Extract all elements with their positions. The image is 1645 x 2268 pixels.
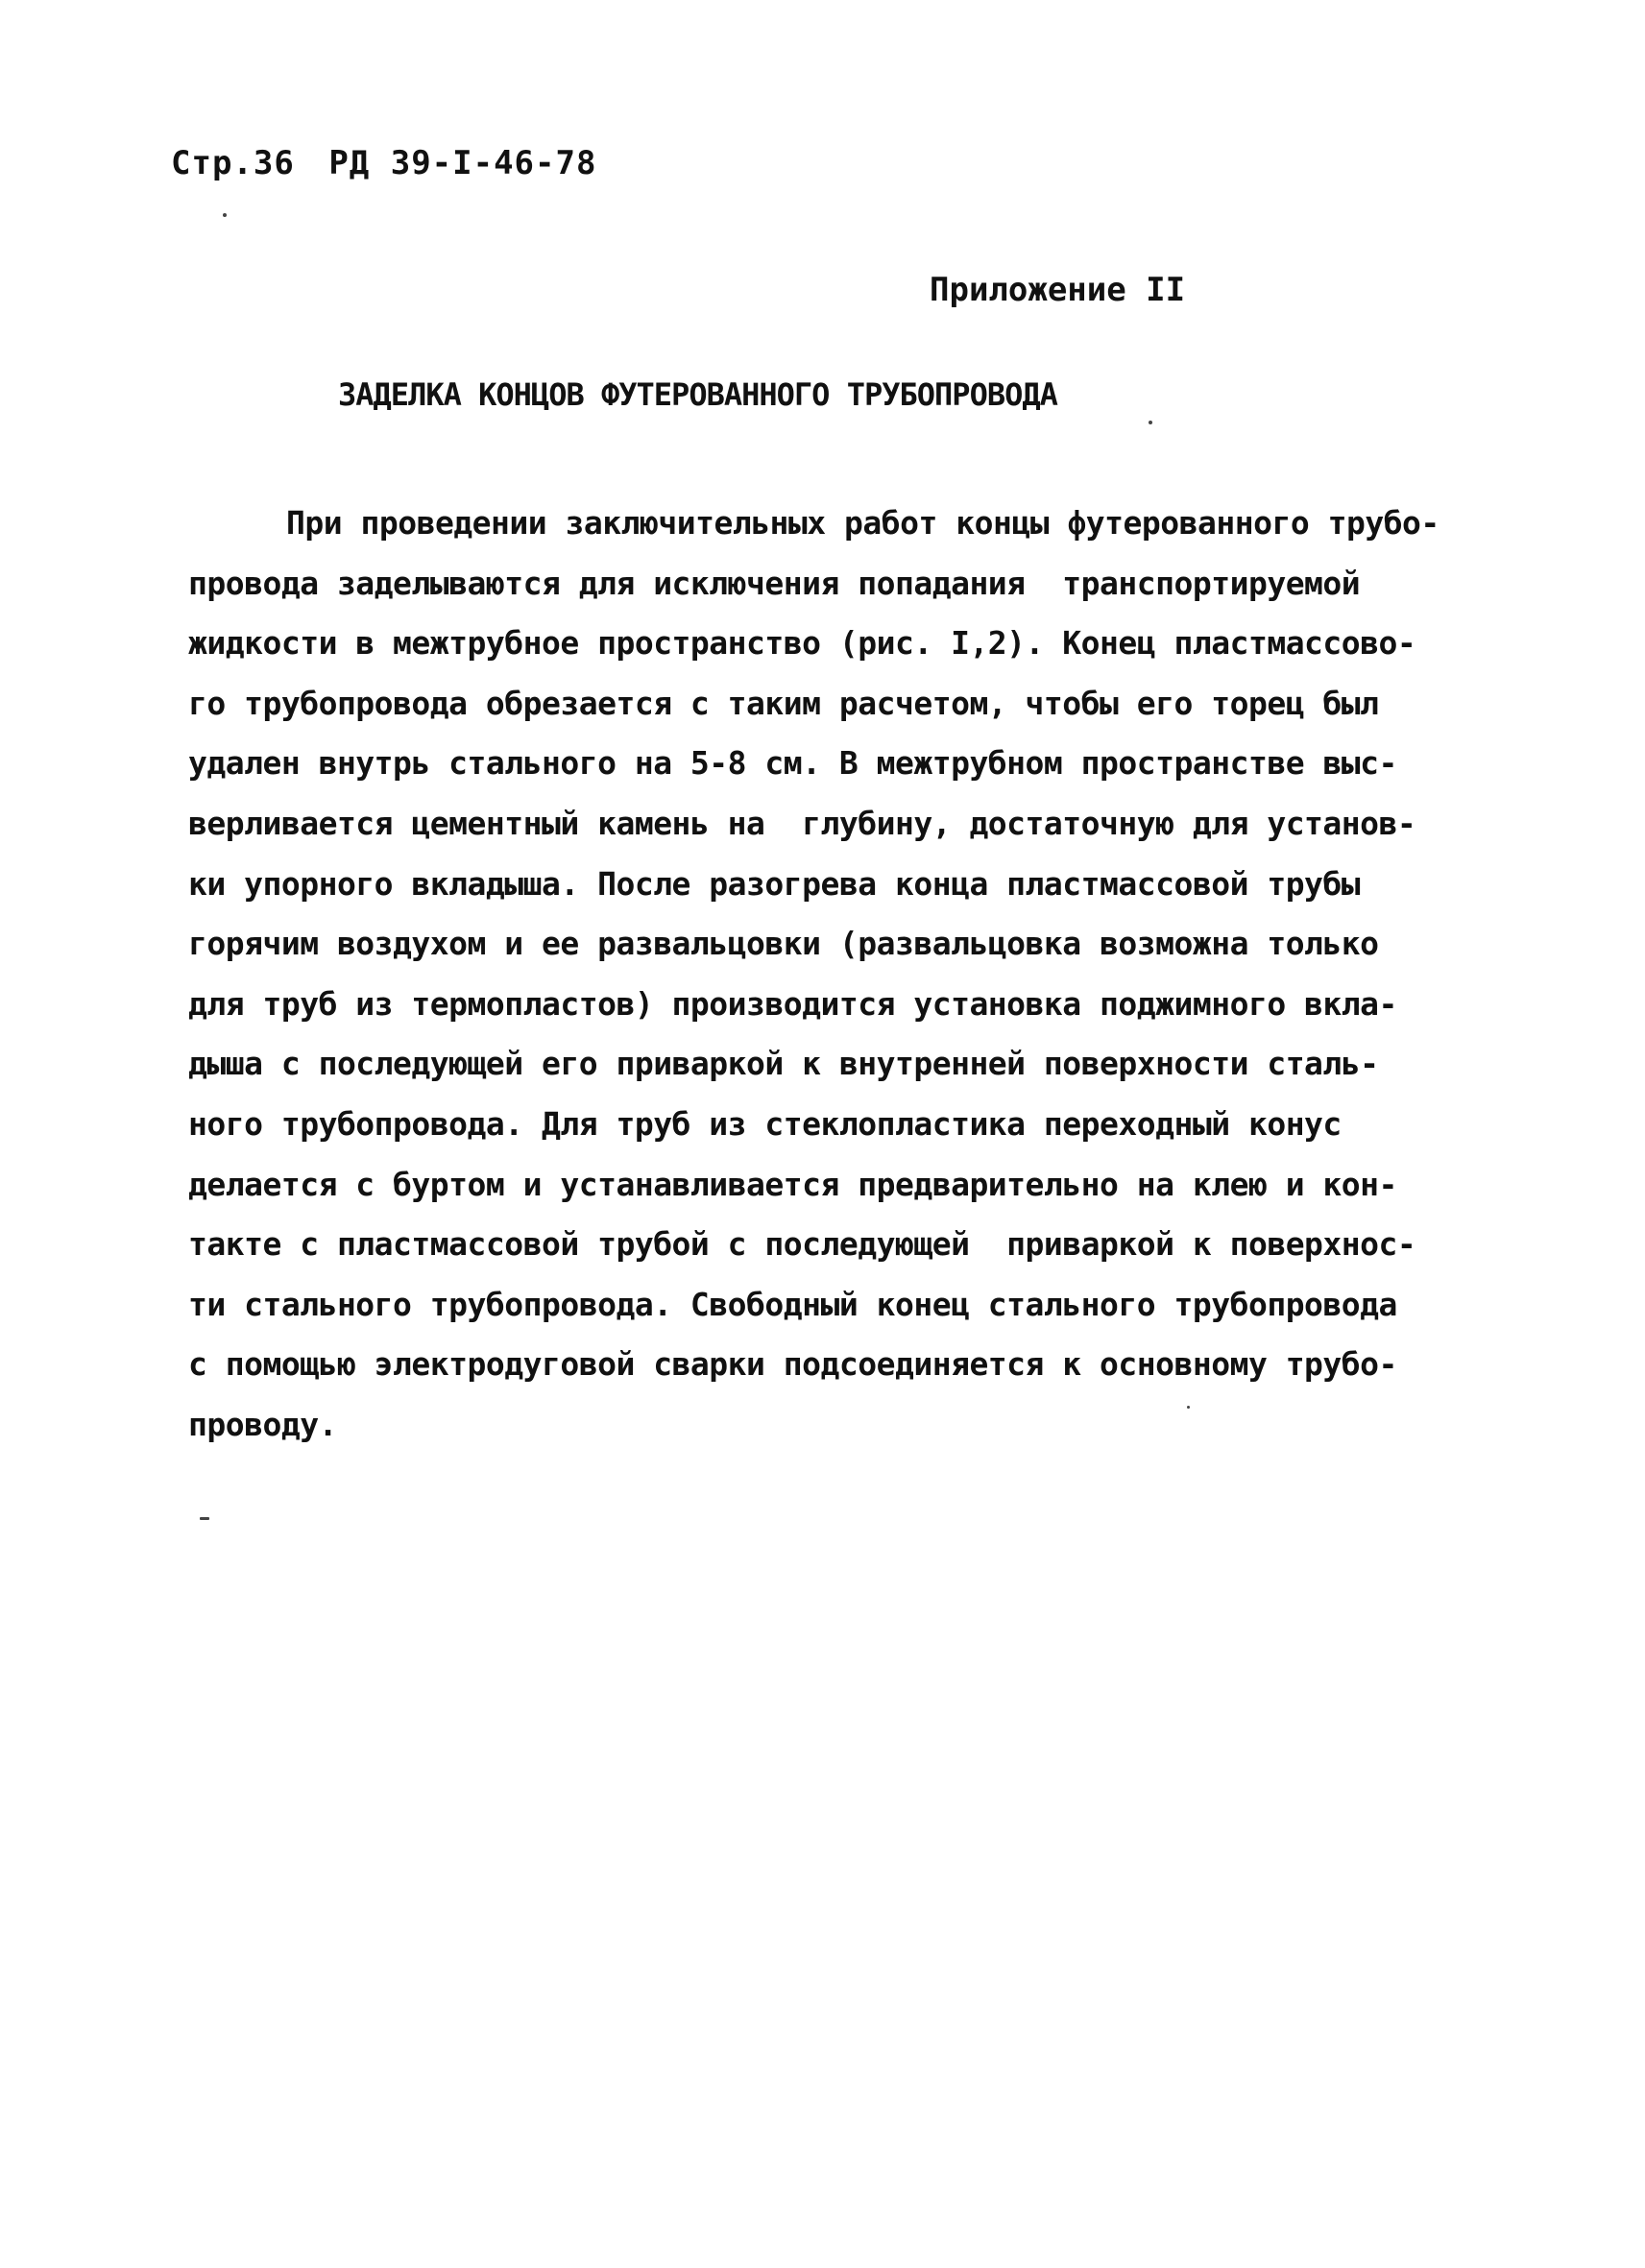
paragraph-line: верливается цементный камень на глубину, достаточную для установ- bbox=[188, 804, 1416, 842]
body-paragraph bbox=[188, 494, 1465, 1456]
paragraph-line: При проведении заключительных работ концы футерованного трубо- bbox=[286, 504, 1439, 542]
page-number: Стр.36 bbox=[171, 144, 295, 182]
paragraph-line: с помощью электродуговой сварки подсоединяется к основному трубо- bbox=[188, 1345, 1397, 1384]
paragraph-line: удален внутрь стального на 5-8 см. В межтрубном пространстве выс- bbox=[188, 744, 1397, 783]
paragraph-line: го трубопровода обрезается с таким расчетом, чтобы его торец был bbox=[188, 684, 1379, 722]
section-title: ЗАДЕЛКА КОНЦОВ ФУТЕРОВАННОГО ТРУБОПРОВОДА bbox=[338, 376, 1057, 413]
paragraph-line: делается с буртом и устанавливается предварительно на клею и кон- bbox=[188, 1165, 1397, 1203]
paragraph-line: провода заделываются для исключения попадания транспортируемой bbox=[188, 564, 1361, 602]
scan-speck bbox=[223, 213, 227, 217]
scan-speck bbox=[200, 1517, 209, 1520]
paragraph-line: дыша с последующей его приваркой к внутренней поверхности сталь- bbox=[188, 1045, 1379, 1083]
scan-speck bbox=[1187, 1406, 1190, 1409]
paragraph-line: жидкости в межтрубное пространство (рис. I,2). Конец пластмассово- bbox=[188, 624, 1416, 663]
paragraph-line: ного трубопровода. Для труб из стеклопластика переходный конус bbox=[188, 1104, 1342, 1143]
appendix-label: Приложение II bbox=[930, 271, 1186, 309]
paragraph-line: ти стального трубопровода. Свободный конец стального трубопровода bbox=[188, 1285, 1397, 1323]
paragraph-line: горячим воздухом и ее развальцовки (развальцовка возможна только bbox=[188, 925, 1379, 963]
document-code: РД 39-I-46-78 bbox=[328, 144, 597, 182]
paragraph-line: такте с пластмассовой трубой с последующей приваркой к поверхнос- bbox=[188, 1225, 1416, 1264]
paragraph-line: проводу. bbox=[188, 1405, 337, 1443]
page-header bbox=[171, 144, 596, 182]
paragraph-line: ки упорного вкладыша. После разогрева конца пластмассовой трубы bbox=[188, 864, 1361, 903]
scan-speck bbox=[1149, 421, 1152, 424]
paragraph-line: для труб из термопластов) производится установка поджимного вкла- bbox=[188, 984, 1397, 1023]
